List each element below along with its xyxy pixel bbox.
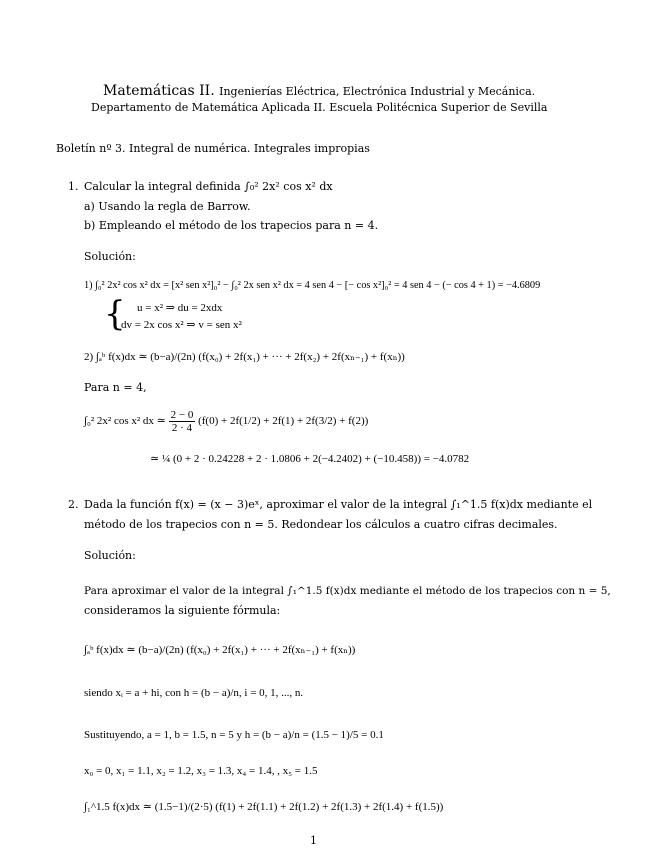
problem2-statement-line1: Dada la función f(x) = (x − 3)eˣ, aproximar el valor de la integral ∫₁^1.5 f(x)dx mediante el [84,498,593,511]
problem2-final: ∫₁^1.5 f(x)dx ≃ (1.5−1)/(2·5) (f(1) + 2f(1.1) + 2f(1.2) + 2f(1.3) + 2f(1.4) + f(1.5)) [84,801,444,813]
problem2-number: 2. [68,498,79,511]
problem1-result: ≃ ¼ (0 + 2 · 0.24228 + 2 · 1.0806 + 2(−4.2402) + (−10.458)) = −4.0782 [150,453,470,465]
problem2-siendo: siendo xᵢ = a + hi, con h = (b − a)/n, i = 0, 1, ..., n. [84,687,304,699]
problem2-solution-label: Solución: [84,549,136,562]
problem2-nodes: x₀ = 0, x₁ = 1.1, x₂ = 1.2, x₃ = 1.3, x₄ = 1.4, , x₅ = 1.5 [84,765,318,777]
problem1-step2: 2) ∫ₐᵇ f(x)dx ≃ (b−a)/(2n) (f(x₀) + 2f(x₁) + ··· + 2f(x₂) + 2f(xₙ₋₁) + f(xₙ)) [84,351,405,363]
trapezoid-lhs: ∫₀² 2x² cos x² dx ≃ [84,415,166,428]
problem1-part-b: b) Empleando el método de los trapecios para n = 4. [84,219,379,232]
course-title-rest: Ingenierías Eléctrica, Electrónica Industrial y Mecánica. [219,85,536,98]
trapezoid-line [84,409,368,434]
substitution-line-1: u = x² ⇒ du = 2xdx [137,302,223,314]
problem1-para-n: Para n = 4, [84,381,147,394]
department-line: Departamento de Matemática Aplicada II. Escuela Politécnica Superior de Sevilla [91,101,548,114]
trapezoid-fraction [169,409,196,434]
problem1-solution-label: Solución: [84,250,136,263]
problem1-statement: Calcular la integral definida ∫₀² 2x² cos x² dx [84,180,333,193]
bulletin-heading: Boletín nº 3. Integral de numérica. Integrales impropias [56,142,370,155]
problem1-number: 1. [68,180,79,193]
problem2-formula: ∫ₐᵇ f(x)dx ≃ (b−a)/(2n) (f(x₀) + 2f(x₁) + ··· + 2f(xₙ₋₁) + f(xₙ)) [84,644,356,656]
problem1-step1: 1) ∫₀² 2x² cos x² dx = [x² sen x²]₀² − ∫₀² 2x sen x² dx = 4 sen 4 − [− cos x²]₀² = 4 sen 4 − (− cos 4 + 1) = −4.6809 [84,280,541,291]
trapezoid-fraction-denominator: 2 · 4 [171,422,193,434]
substitution-brace: { [104,294,126,334]
problem2-approx-line1: Para aproximar el valor de la integral ∫₁^1.5 f(x)dx mediante el método de los trapecios con n = 5, [84,585,611,597]
course-title [103,83,535,99]
problem1-part-a: a) Usando la regla de Barrow. [84,200,251,213]
trapezoid-fraction-numerator: 2 − 0 [170,409,194,421]
problem2-substituting: Sustituyendo, a = 1, b = 1.5, n = 5 y h = (b − a)/n = (1.5 − 1)/5 = 0.1 [84,729,384,741]
course-title-main: Matemáticas II. [103,83,215,99]
problem2-statement-line2: método de los trapecios con n = 5. Redondear los cálculos a cuatro cifras decimales. [84,518,558,531]
trapezoid-rhs: (f(0) + 2f(1/2) + 2f(1) + 2f(3/2) + f(2)) [198,415,369,428]
problem2-approx-line2: consideramos la siguiente fórmula: [84,604,281,617]
substitution-line-2: dv = 2x cos x² ⇒ v = sen x² [121,319,242,331]
page-number: 1 [310,834,317,847]
